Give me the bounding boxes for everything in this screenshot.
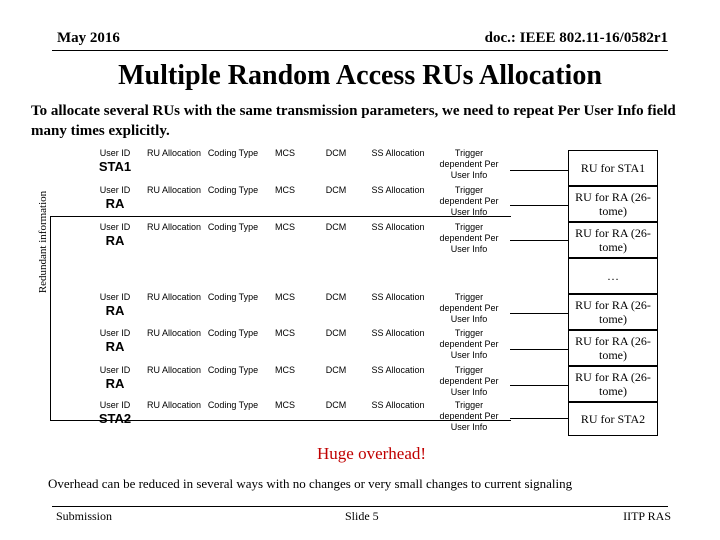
trigger-dependent-cell: Trigger dependent Per User Info [439,365,499,397]
redundant-information-label: Redundant information [37,190,49,294]
user-id-caption: User ID [99,328,131,338]
ru-box-ra: RU for RA (26-tome) [568,222,658,258]
connector-line [510,349,568,350]
mcs-cell: MCS [275,292,295,302]
header-date: May 2016 [57,30,120,46]
footer-organization: IITP RAS [623,509,671,523]
dcm-cell: DCM [325,328,347,338]
user-info-row [89,328,511,364]
ru-box-ra: RU for RA (26-tome) [568,294,658,330]
user-info-row [89,222,511,258]
user-id-value: RA [105,339,125,354]
user-id-cell [89,292,141,328]
coding-type-cell: Coding Type [207,365,259,375]
user-id-caption: User ID [99,222,131,232]
user-id-caption: User ID [99,185,131,195]
ru-allocation-cell: RU Allocation [146,222,202,232]
coding-type-cell: Coding Type [207,148,259,158]
user-info-row [89,292,511,328]
ru-box-ellipsis: … [568,258,658,294]
ru-box-sta2: RU for STA2 [568,402,658,436]
dcm-cell: DCM [325,365,347,375]
ru-allocation-cell: RU Allocation [146,400,202,410]
ss-allocation-cell: SS Allocation [371,222,425,232]
intro-text: To allocate several RUs with the same transmission parameters, we need to repeat Per User Info field many times explicitly. [31,103,676,139]
user-id-cell [89,222,141,258]
mcs-cell: MCS [275,400,295,410]
dcm-cell: DCM [325,400,347,410]
user-id-value: RA [105,376,125,391]
ru-box-ra: RU for RA (26-tome) [568,186,658,222]
user-id-caption: User ID [99,292,131,302]
dcm-cell: DCM [325,222,347,232]
mcs-cell: MCS [275,148,295,158]
huge-overhead-callout: Huge overhead! [317,444,427,463]
ru-allocation-cell: RU Allocation [146,148,202,158]
user-id-caption: User ID [99,400,131,410]
ru-allocation-cell: RU Allocation [146,328,202,338]
ss-allocation-cell: SS Allocation [371,400,425,410]
ru-allocation-cell: RU Allocation [146,185,202,195]
user-id-cell [89,148,141,184]
ru-allocation-cell: RU Allocation [146,365,202,375]
user-info-row [89,400,511,436]
dcm-cell: DCM [325,185,347,195]
reduction-note: Overhead can be reduced in several ways with no changes or very small changes to current signaling [48,476,573,491]
user-id-cell [89,328,141,364]
user-id-value: STA2 [98,411,132,426]
coding-type-cell: Coding Type [207,328,259,338]
connector-line [510,418,568,419]
coding-type-cell: Coding Type [207,185,259,195]
mcs-cell: MCS [275,222,295,232]
mcs-cell: MCS [275,185,295,195]
trigger-dependent-cell: Trigger dependent Per User Info [439,400,499,432]
user-id-cell [89,400,141,436]
ru-allocation-cell: RU Allocation [146,292,202,302]
footer-divider [52,506,668,507]
connector-line [510,385,568,386]
trigger-dependent-cell: Trigger dependent Per User Info [439,222,499,254]
connector-line [510,313,568,314]
mcs-cell: MCS [275,328,295,338]
coding-type-cell: Coding Type [207,292,259,302]
ss-allocation-cell: SS Allocation [371,185,425,195]
user-info-row [89,185,511,221]
connector-line [510,170,568,171]
trigger-dependent-cell: Trigger dependent Per User Info [439,292,499,324]
coding-type-cell: Coding Type [207,400,259,410]
user-id-cell [89,365,141,401]
trigger-dependent-cell: Trigger dependent Per User Info [439,185,499,217]
ss-allocation-cell: SS Allocation [371,365,425,375]
user-id-value: RA [105,233,125,248]
slide-title: Multiple Random Access RUs Allocation [118,60,602,91]
ss-allocation-cell: SS Allocation [371,328,425,338]
user-id-caption: User ID [99,365,131,375]
ss-allocation-cell: SS Allocation [371,148,425,158]
dcm-cell: DCM [325,148,347,158]
mcs-cell: MCS [275,365,295,375]
user-info-row [89,148,511,184]
trigger-dependent-cell: Trigger dependent Per User Info [439,148,499,180]
trigger-dependent-cell: Trigger dependent Per User Info [439,328,499,360]
user-info-row [89,365,511,401]
footer-submission: Submission [56,509,113,523]
connector-line [510,240,568,241]
coding-type-cell: Coding Type [207,222,259,232]
ru-box-ra: RU for RA (26-tome) [568,330,658,366]
user-id-value: RA [105,303,125,318]
header-divider [52,50,668,51]
user-id-cell [89,185,141,221]
user-id-value: STA1 [98,159,132,174]
ru-box-sta1: RU for STA1 [568,150,658,186]
ss-allocation-cell: SS Allocation [371,292,425,302]
user-id-caption: User ID [99,148,131,158]
user-id-value: RA [105,196,125,211]
footer-slide-number: Slide 5 [345,509,379,523]
ru-box-ra: RU for RA (26-tome) [568,366,658,402]
header-doc-number: doc.: IEEE 802.11-16/0582r1 [484,30,668,46]
dcm-cell: DCM [325,292,347,302]
connector-line [510,205,568,206]
